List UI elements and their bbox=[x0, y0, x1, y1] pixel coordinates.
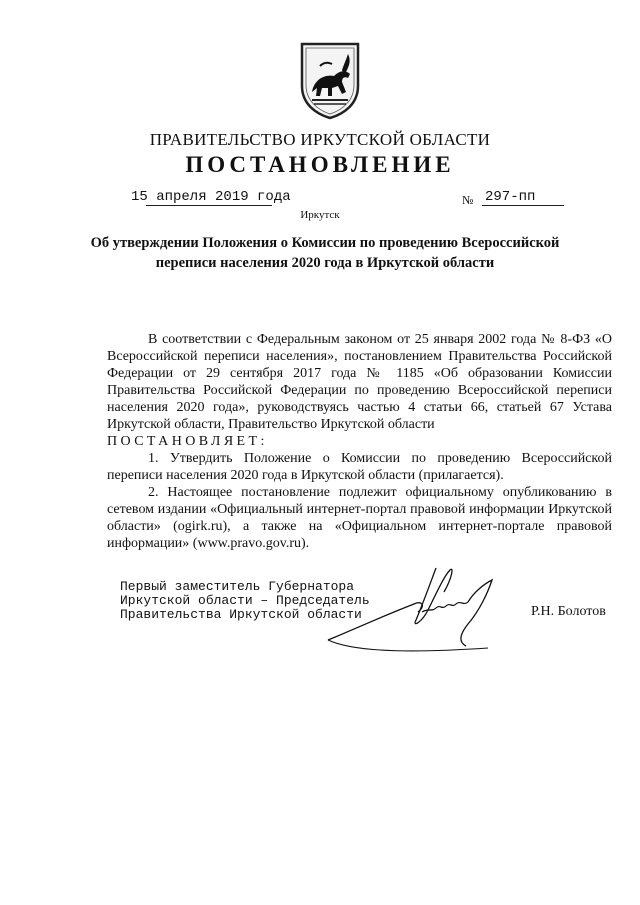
document-date: 15 апреля 2019 года bbox=[131, 189, 291, 205]
issuing-authority: ПРАВИТЕЛЬСТВО ИРКУТСКОЙ ОБЛАСТИ bbox=[149, 130, 491, 149]
date-underline bbox=[146, 205, 272, 206]
resolves-heading: ПОСТАНОВЛЯЕТ: bbox=[107, 434, 268, 449]
preamble-paragraph: В соответствии с Федеральным законом от 25 января 2002 года № 8-ФЗ «О Всероссийской переписи населения», постановлением Правительства Российской Федерации от 29 сентября 2017 года № 1185 «Об образовании Комиссии Правительства Российской Федерации по проведению Всероссийской переписи населения 2020 года», руководствуясь частью 4 статьи 66, статьей 67 Устава Иркутской области, Правительство Иркутской области bbox=[107, 332, 612, 432]
item-1: 1. Утвердить Положение о Комиссии по проведению Всероссийской переписи населения 2020 года в Иркутской области (прилагается). bbox=[107, 451, 612, 483]
document-body bbox=[107, 331, 612, 552]
position-line: Правительства Иркутской области bbox=[120, 607, 362, 622]
item-2: 2. Настоящее постановление подлежит официальному опубликованию в сетевом издании «Официальный интернет-портал правовой информации Иркутской области» (ogirk.ru), а также на «Официальном интернет-портале правовой информации» (www.pravo.gov.ru). bbox=[107, 485, 612, 551]
number-sign: № bbox=[462, 193, 474, 207]
position-line: Первый заместитель Губернатора bbox=[120, 579, 355, 594]
document-number: 297-пп bbox=[485, 189, 536, 205]
document-title: Об утверждении Положения о Комиссии по проведению Всероссийской переписи населения 2020 года в Иркутской области bbox=[90, 235, 560, 271]
handwritten-signature-icon bbox=[318, 562, 518, 662]
coat-of-arms-icon bbox=[298, 40, 362, 120]
city: Иркутск bbox=[300, 209, 340, 221]
signatory-name: Р.Н. Болотов bbox=[531, 604, 606, 619]
number-underline bbox=[482, 205, 564, 206]
document-type: ПОСТАНОВЛЕНИЕ bbox=[185, 152, 455, 177]
position-line: Иркутской области – Председатель bbox=[120, 593, 370, 608]
